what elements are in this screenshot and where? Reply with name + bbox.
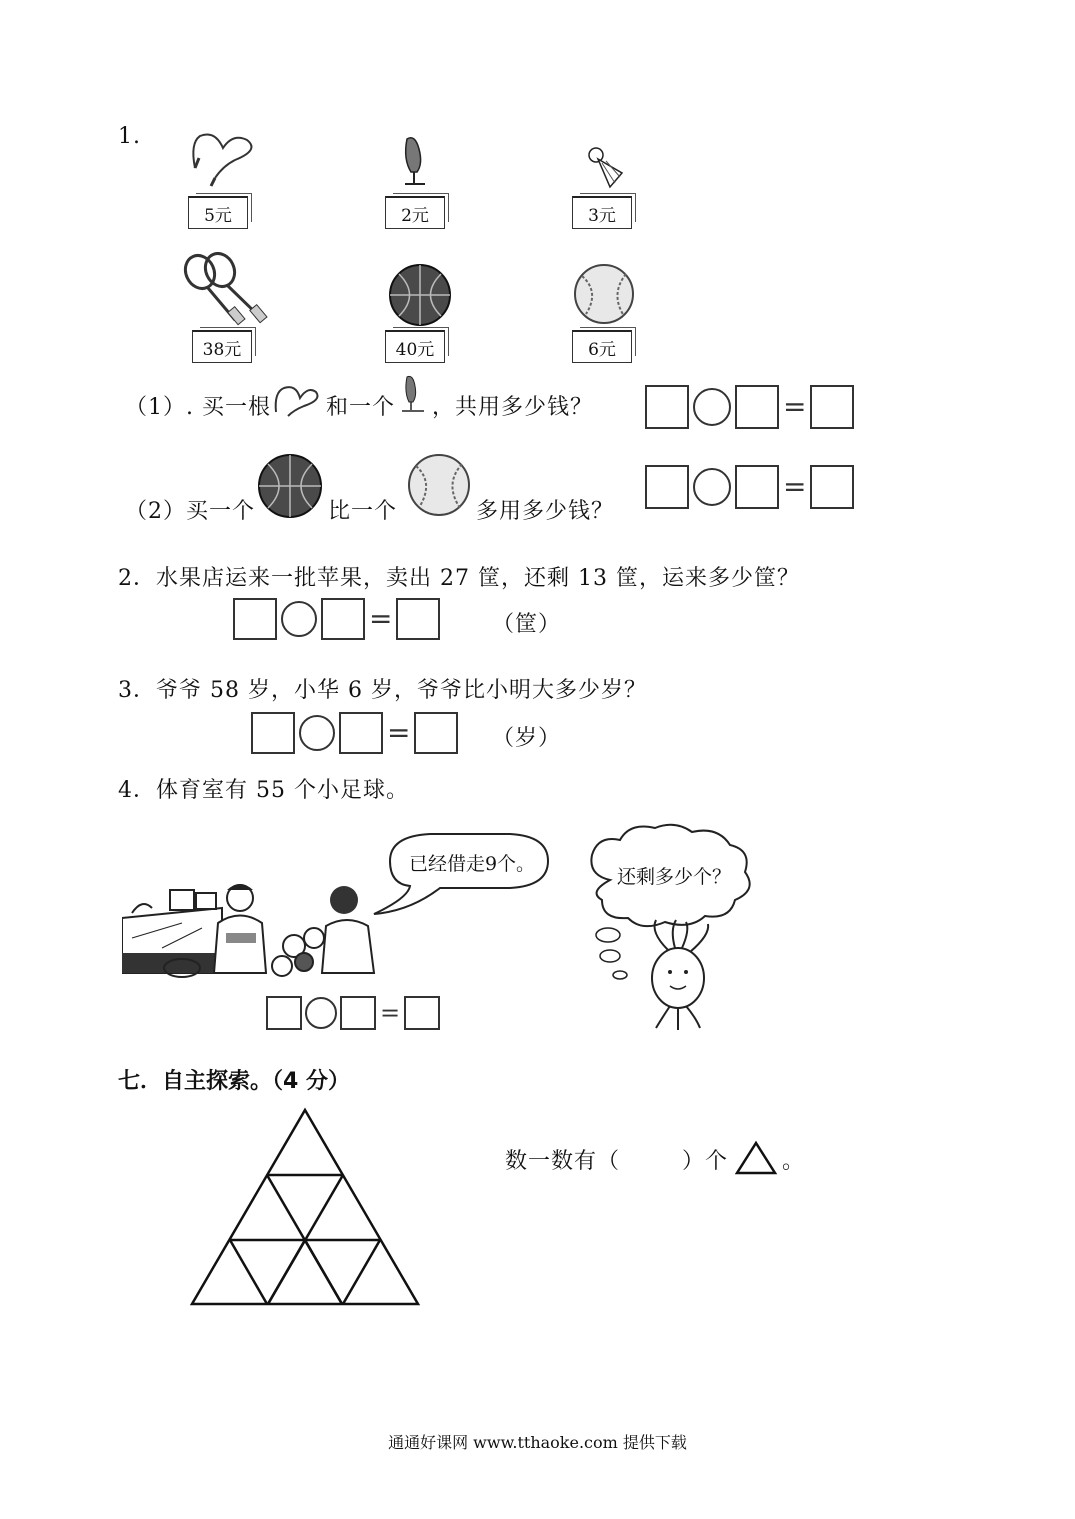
answer-box[interactable] [414,712,458,754]
operator-circle[interactable] [299,715,335,751]
q3-unit: （岁） [492,726,562,751]
operator-circle[interactable] [305,997,337,1029]
answer-box[interactable] [645,385,689,429]
speech-bubble-text: 已经借走9个。 [408,852,536,875]
equals-sign: = [387,716,411,749]
q1-sub2-part-a: （2）买一个 [125,499,255,524]
operator-circle[interactable] [693,468,731,506]
count-prompt-part-a: 数一数有（ [505,1149,621,1174]
answer-box[interactable] [339,712,383,754]
feather-small-icon [398,374,426,414]
question-4-text: 4．体育室有 55 个小足球。 [118,778,409,803]
answer-box[interactable] [340,996,376,1030]
badminton-shuttle-icon [582,145,627,190]
shuttlecock-feather-icon [395,134,435,189]
answer-box[interactable] [735,385,779,429]
q2-unit: （筐） [492,612,562,637]
q1-sub2-part-b: 比一个 [328,499,398,524]
triangle-grid-figure [188,1106,424,1310]
q1-sub2-part-c: 多用多少钱？ [476,499,615,524]
basketball-small-icon [256,452,324,520]
answer-box[interactable] [233,598,277,640]
price-tag-rackets: 38元 [192,330,252,363]
price-tag-feather: 2元 [385,196,445,229]
count-answer-blank[interactable] [632,1140,680,1174]
question-2-text: 2．水果店运来一批苹果，卖出 27 筐，还剩 13 筐，运来多少筐？ [118,566,800,591]
answer-box[interactable] [645,465,689,509]
operator-circle[interactable] [693,388,731,426]
thought-bubble-text: 还剩多少个？ [616,865,731,888]
badminton-rackets-icon [180,252,275,327]
count-prompt-part-b: ）个 [682,1149,729,1174]
price-tag-basketball: 40元 [385,330,445,363]
equals-sign: = [783,470,807,503]
answer-box[interactable] [251,712,295,754]
question-1-number: 1. [118,124,141,149]
equals-sign: = [369,602,393,635]
count-prompt-part-c: 。 [782,1149,806,1174]
question-3-text: 3．爷爷 58 岁，小华 6 岁，爷爷比小明大多少岁？ [118,678,647,703]
equals-sign: = [380,999,401,1027]
section-7-title: 七．自主探索。（4 分） [118,1069,350,1094]
equals-sign: = [783,390,807,423]
triangle-icon [734,1140,778,1176]
q2-equation [233,598,440,640]
jump-rope-icon [185,128,275,190]
price-tag-shuttle: 3元 [572,196,632,229]
answer-box[interactable] [266,996,302,1030]
basketball-icon [387,262,453,328]
answer-box[interactable] [404,996,440,1030]
answer-box[interactable] [321,598,365,640]
operator-circle[interactable] [281,601,317,637]
q1-sub2-equation [645,465,854,509]
q4-equation [266,996,440,1030]
price-tag-jump-rope: 5元 [188,196,248,229]
price-tag-baseball: 6元 [572,330,632,363]
q3-equation [251,712,458,754]
footer-credit: 通通好课网 www.tthaoke.com 提供下载 [388,1433,687,1452]
baseball-icon [572,262,636,326]
answer-box[interactable] [810,385,854,429]
q1-sub1-part-b: 和一个 [326,395,396,420]
answer-box[interactable] [735,465,779,509]
q1-sub1-equation [645,385,854,429]
answer-box[interactable] [396,598,440,640]
answer-box[interactable] [810,465,854,509]
sports-room-scene-illustration [122,878,382,978]
baseball-small-icon [406,452,472,518]
jump-rope-small-icon [270,382,322,420]
q1-sub1-part-a: （1）. 买一根 [125,395,271,420]
q1-sub1-part-c: ，共用多少钱？ [432,395,594,420]
